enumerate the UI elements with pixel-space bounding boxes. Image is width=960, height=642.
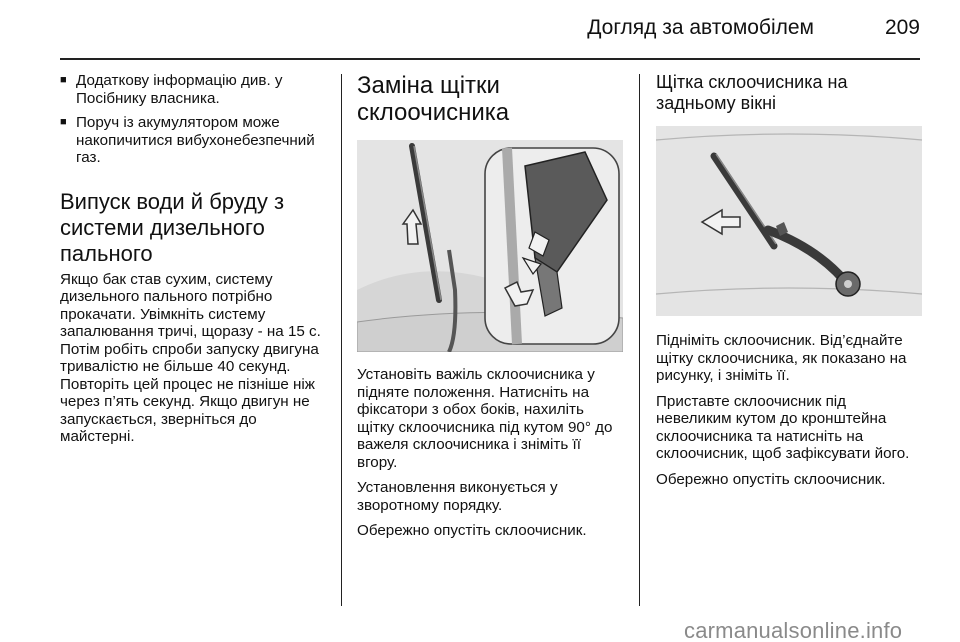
chapter-title: Догляд за автомобілем: [587, 16, 814, 39]
section-heading-wiper: Заміна щітки склоочисника: [357, 72, 510, 126]
bullet-item: ■ Поруч із акумулятором може накопичитися вибухонебезпечний газ.: [60, 114, 332, 167]
fuel-bleed-text: Якщо бак став сухим, систему дизельного пального потрібно прокачати. Увімкніть систему запалювання тричі, щоразу - на 15 с. Потім робіть спроби запуску двигуна тривалістю не більше 40 секунд. Повторіть цей процес не пізніше ніж через п’ять секунд. Якщо двигун не запускається, зверніться до майстерні.: [60, 270, 321, 445]
column-divider-2: [639, 74, 640, 606]
wiper-remove-text: Установіть важіль склоочисника у підняте положення. Натисніть на фіксатори з обох боків, нахиліть щітку склоочисника під кутом 90° до важеля склоочисника і зніміть її вгору.: [357, 366, 613, 471]
wiper-blade-svg: [357, 140, 623, 352]
wiper-install-text: Установлення виконується у зворотному порядку.: [357, 479, 558, 514]
column-middle: [357, 72, 625, 548]
section-heading-fuel: Випуск води й бруду з системи дизельного пального: [60, 188, 285, 266]
column-divider-1: [341, 74, 342, 606]
rear-wiper-attach-text: Приставте склоочисник під невеликим кутом до кронштейна склоочисника та натисніть на склоочисник, щоб зафіксувати його.: [656, 392, 910, 462]
wiper-blade-illustration: [357, 140, 623, 352]
watermark: carmanualsonline.info: [684, 618, 903, 642]
column-right: [656, 72, 924, 496]
rear-wiper-lower-text: Обережно опустіть склоочисник.: [656, 470, 886, 488]
bullet-item: ■ Додаткову інформацію див. у Посібнику власника.: [60, 72, 332, 107]
section-heading-rear-wiper: Щітка склоочисника на задньому вікні: [656, 72, 848, 113]
wiper-lower-text: Обережно опустіть склоочисник.: [357, 522, 587, 539]
page-header: [60, 0, 920, 58]
rear-wiper-svg: [656, 126, 922, 316]
header-rule: [60, 58, 920, 60]
page-number: 209: [884, 16, 920, 39]
column-left: [60, 72, 332, 454]
rear-wiper-remove-text: Підніміть склоочисник. Від’єднайте щітку склоочисника, як показано на рисунку, і зніміть її.: [656, 332, 907, 384]
rear-wiper-illustration: [656, 126, 922, 316]
